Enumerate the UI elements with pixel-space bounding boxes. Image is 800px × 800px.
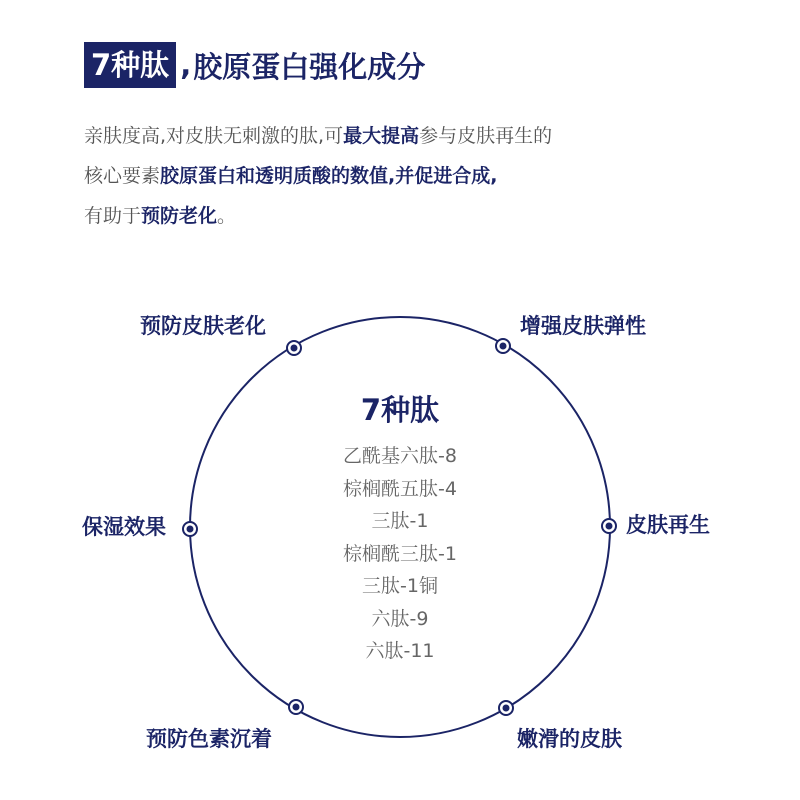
benefit-label-mid-left: 保湿效果: [82, 515, 166, 539]
ring-dot-mid-right: [602, 519, 616, 533]
ring-dot-top-left: [287, 341, 301, 355]
benefit-label-mid-right: 皮肤再生: [626, 513, 710, 537]
peptide-list: [280, 440, 520, 668]
circle-title: 7种肽: [360, 393, 440, 427]
peptide-item: 三肽-1: [371, 510, 429, 532]
intro-segment: 参与皮肤再生的: [419, 125, 553, 147]
peptide-item: 六肽-9: [371, 607, 429, 630]
intro-emphasis: 胶原蛋白和透明质酸的数值,并促进合成,: [160, 165, 498, 187]
title-highlight: 7种肽: [84, 42, 176, 88]
title-text: 胶原蛋白强化成分: [193, 49, 426, 84]
ring-dot-bottom-left: [289, 700, 303, 714]
intro-segment: 核心要素: [84, 165, 161, 187]
ring-dot-mid-left: [183, 522, 197, 536]
peptide-item: 六肽-11: [365, 640, 435, 662]
title-separator: ,: [180, 48, 192, 82]
intro-segment: 亲肤度高,对皮肤无刺激的肽,可: [84, 125, 344, 147]
benefit-label-top-left: 预防皮肤老化: [140, 314, 266, 338]
benefit-label-top-right: 增强皮肤弹性: [520, 314, 646, 338]
intro-emphasis: 预防老化: [141, 205, 218, 227]
peptide-item: 三肽-1铜: [362, 575, 438, 597]
peptide-item: 棕榈酰三肽-1: [343, 542, 457, 565]
ring-dot-top-right: [496, 339, 510, 353]
ring-dot-bottom-right: [499, 701, 513, 715]
peptide-item: 乙酰基六肽-8: [343, 445, 457, 467]
intro-segment: 有助于: [84, 205, 142, 227]
peptide-item: 棕榈酰五肽-4: [343, 477, 457, 500]
intro-segment: 。: [217, 205, 237, 227]
intro-emphasis: 最大提高: [343, 125, 420, 147]
benefit-label-bottom-left: 预防色素沉着: [146, 727, 272, 751]
benefit-label-bottom-right: 嫩滑的皮肤: [517, 727, 622, 751]
